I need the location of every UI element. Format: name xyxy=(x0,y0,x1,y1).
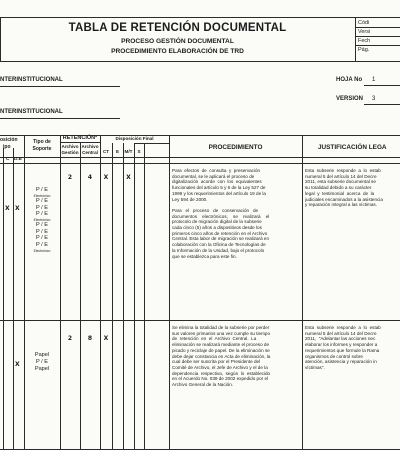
soporte-item: Electrónico xyxy=(33,217,51,222)
central-col-header-1: Archivo xyxy=(81,144,99,149)
disposicion-final-header: Disposición Final xyxy=(115,136,154,141)
soporte-col-header-2: Soporte xyxy=(32,146,52,152)
procedimiento-line: picado y reciclaje de papel. De la eliminación se xyxy=(172,347,270,353)
gestion-col-header-2: Gestión xyxy=(61,150,79,155)
row1-justificacion xyxy=(305,168,400,208)
code-label: Códi xyxy=(358,20,370,26)
justificacion-line: elaborar los informes y responder a xyxy=(305,342,378,348)
version-value: 3 xyxy=(372,96,376,102)
procedimiento-line: de retención en el Archivo Central. La xyxy=(172,336,257,342)
row2-procedimiento xyxy=(172,325,302,388)
procedimiento-line: digitalización acorde con los equivalentes xyxy=(172,179,262,185)
procedimiento-line: funcionales del artículo 5 y 6 de la Ley 527 de xyxy=(172,185,266,191)
procedure-subtitle: PROCEDIMIENTO ELABORACIÓN DE TRD xyxy=(111,48,244,55)
ct-col-header: CT xyxy=(102,149,110,154)
soporte-item: P / E xyxy=(35,222,49,229)
disposition-col-header: osición xyxy=(0,137,18,143)
procedimiento-line: colaboración con la Oficina de Tecnologías de xyxy=(172,242,266,248)
row2-central-value: 8 xyxy=(87,335,93,342)
soporte-item: P / E xyxy=(35,228,49,235)
e-col-header: E xyxy=(115,149,120,154)
justificacion-line: numeral 5 del artículo 14 del Decre xyxy=(305,330,377,336)
justificacion-line: judiciales encaminados a la asistencia xyxy=(305,196,383,202)
hoja-label: HOJA No xyxy=(336,77,363,83)
justificacion-line: legal y testimonial acerca de la xyxy=(305,190,375,196)
document-title: TABLA DE RETENCIÓN DOCUMENTAL xyxy=(68,22,287,34)
justificacion-line: organismos de control sobre xyxy=(305,353,363,359)
justificacion-line: su totalidad debido a su carácter xyxy=(305,185,372,191)
procedimiento-line: Para efectos de consulta y preservación xyxy=(172,168,261,173)
justificacion-line: atención, asistencia y reparación in xyxy=(305,359,377,365)
page-label: Pág. xyxy=(358,47,370,53)
procedimiento-line: documental, se le aplicará el proceso de xyxy=(172,173,255,179)
procedimiento-line: Archivo General de la Nación. xyxy=(172,382,234,388)
procedimiento-line: cual debe ser suscrita por el Presidente del xyxy=(172,359,261,365)
row2-de-mark: X xyxy=(15,361,20,368)
procedimiento-line: documentos electrónicos, se realizará el xyxy=(172,213,270,219)
soporte-item: P / E xyxy=(35,198,49,204)
procedimiento-header: PROCEDIMIENTO xyxy=(208,144,263,151)
soporte-item: P / E xyxy=(35,359,49,365)
justificacion-line: y reparación integral a las víctimas. xyxy=(305,202,377,208)
procedimiento-line: la Información de la Unidad, bajo el protocolo xyxy=(172,247,265,253)
row2-soporte-list xyxy=(24,352,60,373)
procedimiento-line: Se elimina la totalidad de la subserie por perder xyxy=(172,325,270,330)
procedimiento-line: Comité de Archivo, el Jefe de Archivo y el de la xyxy=(172,364,268,370)
row1-procedimiento xyxy=(172,168,302,259)
de-col-header: D.E xyxy=(14,157,22,162)
row2-gestion-value: 2 xyxy=(67,335,73,342)
row1-mt-mark: X xyxy=(126,174,131,181)
mt-col-header: M/T xyxy=(124,149,133,154)
row1-central-value: 4 xyxy=(87,174,93,181)
procedimiento-line: cada cinco (5) años a dispositivos desde los xyxy=(172,225,262,231)
justificacion-line: numeral 5 del artículo 14 del Decre xyxy=(305,173,377,179)
procedimiento-line: primeros cinco años de retención en el Archivo xyxy=(172,230,268,236)
soporte-item: P / E xyxy=(35,204,49,211)
process-subtitle: PROCESO GESTIÓN DOCUMENTAL xyxy=(121,38,234,45)
soporte-item: P / E xyxy=(35,211,49,218)
justificacion-line: requerimientos que formule la Rama xyxy=(305,347,380,353)
justificacion-line: víctimas". xyxy=(305,364,325,370)
c-col-header: C xyxy=(6,157,10,162)
row1-gestion-value: 2 xyxy=(67,174,73,181)
row2-justificacion xyxy=(305,325,400,371)
procedimiento-line: eliminación se realizará mediante el proceso de xyxy=(172,342,270,348)
soporte-item: Electrónico xyxy=(33,248,51,253)
retencion-header: RETENCIÓN* xyxy=(62,135,98,141)
disposition-col-header-2: ipo xyxy=(3,144,11,150)
soporte-item: P / E xyxy=(35,187,49,193)
office-name-1: NTERINSTITUCIONAL xyxy=(0,77,63,83)
row1-ct-mark: X xyxy=(103,174,109,181)
soporte-item: Papel xyxy=(34,366,50,372)
row1-de-mark: X xyxy=(15,205,20,212)
justificacion-line: Esta subserie responde a lo estab xyxy=(305,325,381,330)
procedimiento-line: sus valores primarios una vez cumple su tiempo xyxy=(172,330,271,336)
soporte-col-header-1: Tipo de xyxy=(33,139,51,145)
soporte-item: P / E xyxy=(35,235,49,242)
procedimiento-line: Ley 594 de 2000. xyxy=(172,196,208,202)
procedimiento-line: en el Acuerdo No. 039 de 2002 expedido por el xyxy=(172,376,269,382)
version-label-right: Versi xyxy=(358,29,371,35)
row2-ct-mark: X xyxy=(103,335,109,342)
row1-soporte-list xyxy=(24,187,60,253)
row1-d-mark: X xyxy=(5,205,10,212)
gestion-col-header-1: Archivo xyxy=(61,144,79,149)
justificacion-line: 2011, "Adelantar las acciones nec xyxy=(305,336,376,342)
date-label: Fech xyxy=(358,38,371,44)
s-col-header: S xyxy=(137,149,141,154)
procedimiento-line: dependencia respectiva, según lo establecido xyxy=(172,370,271,376)
soporte-item: Papel xyxy=(34,352,50,358)
procedimiento-line: protocolo de migración digital de la subserie xyxy=(172,219,262,225)
central-col-header-2: Central xyxy=(82,150,98,155)
procedimiento-line: 1999 y los requerimientos del artículo 19 de la xyxy=(172,190,266,196)
procedimiento-line: que se establezca para este fin. xyxy=(172,253,237,259)
procedimiento-line: debe dejar constancia en Acta de eliminación, la xyxy=(172,353,271,359)
hoja-value: 1 xyxy=(372,77,376,83)
justificacion-line: Esta subserie responde a lo estab xyxy=(305,168,381,173)
justificacion-line: 2011, esta subserie documental se xyxy=(305,179,376,185)
procedimiento-line: Central. Esta labor de migración se realizará en xyxy=(172,236,270,242)
soporte-item: P / E xyxy=(35,241,49,248)
version-label: VERSION xyxy=(336,96,364,102)
procedimiento-line: Para el proceso de conservación de xyxy=(172,207,259,213)
justificacion-header: JUSTIFICACIÓN LEGA xyxy=(318,144,387,151)
office-name-2: NTERINSTITUCIONAL xyxy=(0,109,63,115)
soporte-item: Electrónico xyxy=(33,193,51,198)
